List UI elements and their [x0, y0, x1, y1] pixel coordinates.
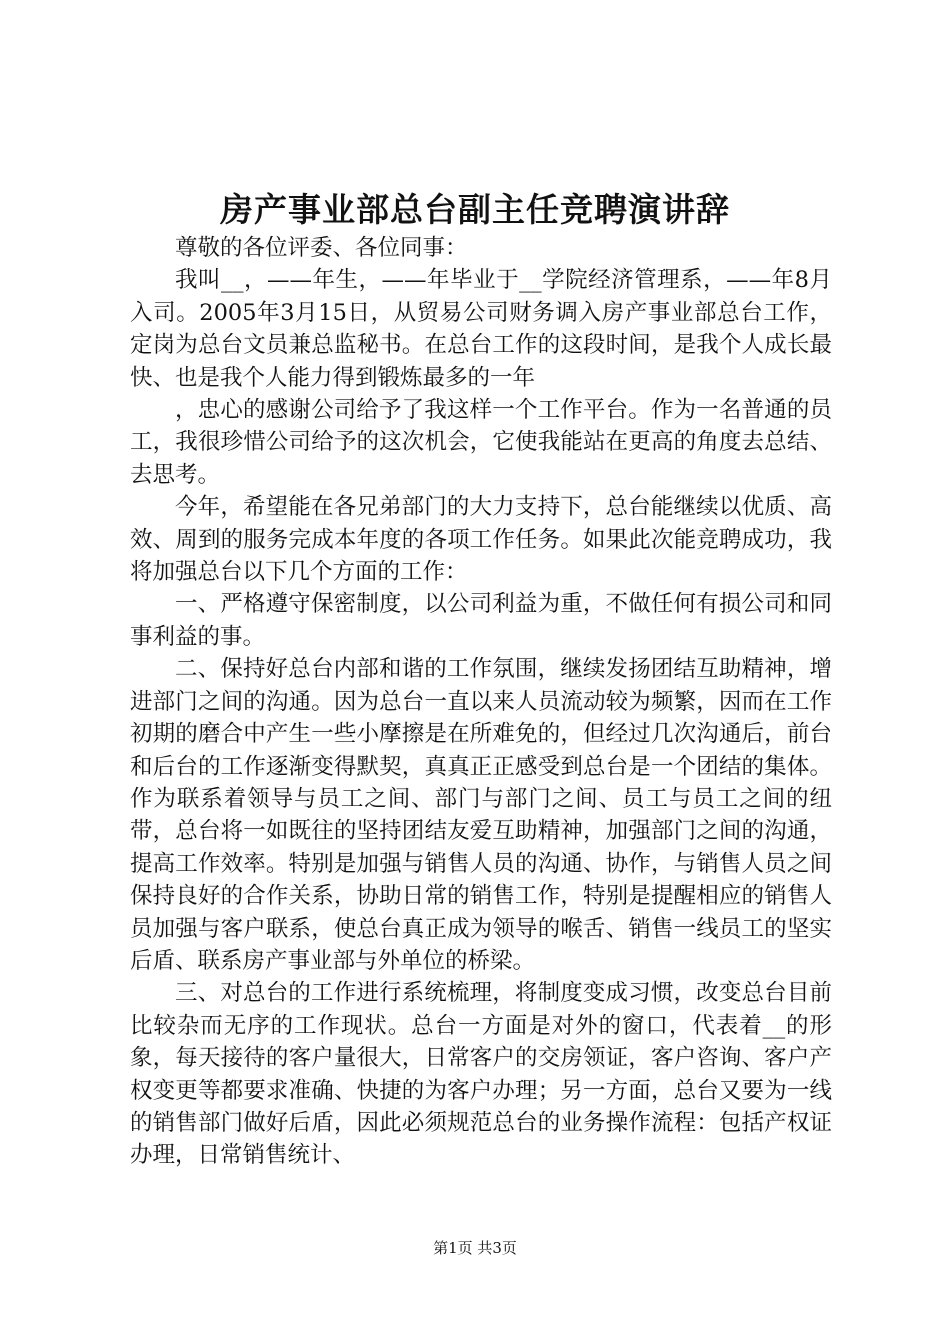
- paragraph-point-one: 一、严格遵守保密制度，以公司利益为重，不做任何有损公司和同事利益的事。: [130, 591, 832, 650]
- paragraph-goals: 今年，希望能在各兄弟部门的大力支持下，总台能继续以优质、高效、周到的服务完成本年度的各项工作任务。如果此次能竞聘成功，我将加强总台以下几个方面的工作：: [130, 494, 832, 586]
- paragraph-salutation: 尊敬的各位评委、各位同事：: [175, 235, 468, 261]
- document-body: [130, 232, 832, 1172]
- page-footer: 第1页 共3页: [433, 1239, 517, 1257]
- paragraph-point-two: 二、保持好总台内部和谐的工作氛围，继续发扬团结互助精神，增进部门之间的沟通。因为总台一直以来人员流动较为频繁，因而在工作初期的磨合中产生一些小摩擦是在所难免的，但经过几次沟通后，前台和后台的工作逐渐变得默契，真真正正感受到总台是一个团结的集体。作为联系着领导与员工之间、部门与部门之间、员工与员工之间的纽带，总台将一如既往的坚持团结友爱互助精神，加强部门之间的沟通，提高工作效率。特别是加强与销售人员的沟通、协作，与销售人员之间保持良好的合作关系，协助日常的销售工作，特别是提醒相应的销售人员加强与客户联系，使总台真正成为领导的喉舌、销售一线员工的坚实后盾、联系房产事业部与外单位的桥梁。: [130, 656, 832, 974]
- paragraph-introduction: 我叫__，——年生，——年毕业于__学院经济管理系，——年8月入司。2005年3月15日，从贸易公司财务调入房产事业部总台工作，定岗为总台文员兼总监秘书。在总台工作的这段时间，是我个人成长最快、也是我个人能力得到锻炼最多的一年: [130, 267, 832, 391]
- document-title: 房产事业部总台副主任竞聘演讲辞: [220, 190, 730, 229]
- paragraph-gratitude: ，忠心的感谢公司给予了我这样一个工作平台。作为一名普通的员工，我很珍惜公司给予的这次机会，它使我能站在更高的角度去总结、去思考。: [130, 397, 832, 488]
- paragraph-point-three: 三、对总台的工作进行系统梳理，将制度变成习惯，改变总台目前比较杂而无序的工作现状。总台一方面是对外的窗口，代表着__的形象，每天接待的客户量很大，日常客户的交房领证，客户咨询、客户产权变更等都要求准确、快捷的为客户办理；另一方面，总台又要为一线的销售部门做好后盾，因此必须规范总台的业务操作流程：包括产权证办理，日常销售统计、: [130, 980, 832, 1169]
